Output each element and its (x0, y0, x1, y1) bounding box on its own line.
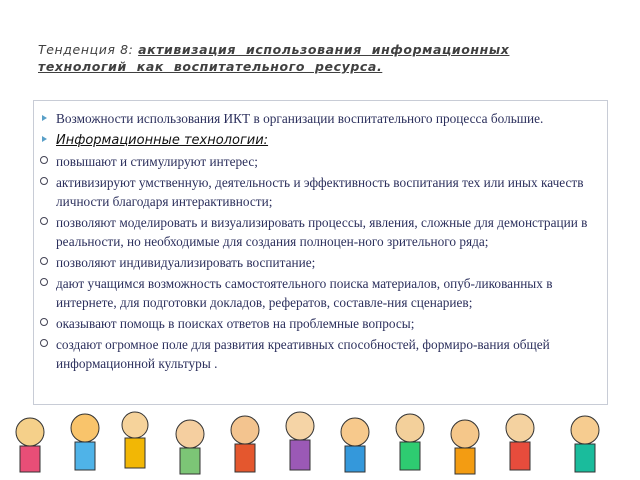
content-box (33, 100, 608, 405)
circle-bullet-icon (40, 177, 48, 185)
subheading: Информационные технологии: (56, 133, 269, 148)
bullet-item (40, 130, 597, 150)
item-text: создают огромное поле для развития креативных способностей, формиро-вания общей информационной культуры . (56, 337, 550, 371)
item-text: позволяют моделировать и визуализировать процессы, явления, сложные для демонстрации в реальности, но необходимые для создания полноцен-ного зрительного ряда; (56, 215, 588, 249)
circle-bullet-icon (40, 217, 48, 225)
item-text: повышают и стимулируют интерес; (56, 154, 258, 169)
list-item (40, 173, 597, 211)
bullet-text: Возможности использования ИКТ в организации воспитательного процесса большие. (56, 111, 544, 126)
slide-title (38, 41, 598, 75)
children-illustration (0, 400, 640, 480)
title-prefix: Тенденция 8: (38, 42, 139, 57)
title-emphasis: активизация использования информационных технологий как воспитательного ресурса. (38, 42, 510, 74)
list-item (40, 274, 597, 312)
item-text: дают учащимся возможность самостоятельного поиска материалов, опуб-ликованных в интернете, для подготовки докладов, рефератов, составле-ния сценариев; (56, 276, 553, 310)
circle-bullet-icon (40, 318, 48, 326)
list-item (40, 335, 597, 373)
kid-figure (16, 412, 599, 474)
circle-bullet-icon (40, 257, 48, 265)
triangle-bullet-icon (42, 115, 47, 121)
list-item (40, 213, 597, 251)
circle-bullet-icon (40, 339, 48, 347)
list-item (40, 253, 597, 272)
bullet-item (40, 109, 597, 128)
list-item (40, 314, 597, 333)
circle-bullet-icon (40, 156, 48, 164)
list-item (40, 152, 597, 171)
item-text: активизируют умственную, деятельность и эффективность воспитания тех или иных качеств личности благодаря интерактивности; (56, 175, 584, 209)
item-text: оказывают помощь в поисках ответов на проблемные вопросы; (56, 316, 415, 331)
circle-bullet-icon (40, 278, 48, 286)
item-text: позволяют индивидуализировать воспитание; (56, 255, 316, 270)
triangle-bullet-icon (42, 136, 47, 142)
